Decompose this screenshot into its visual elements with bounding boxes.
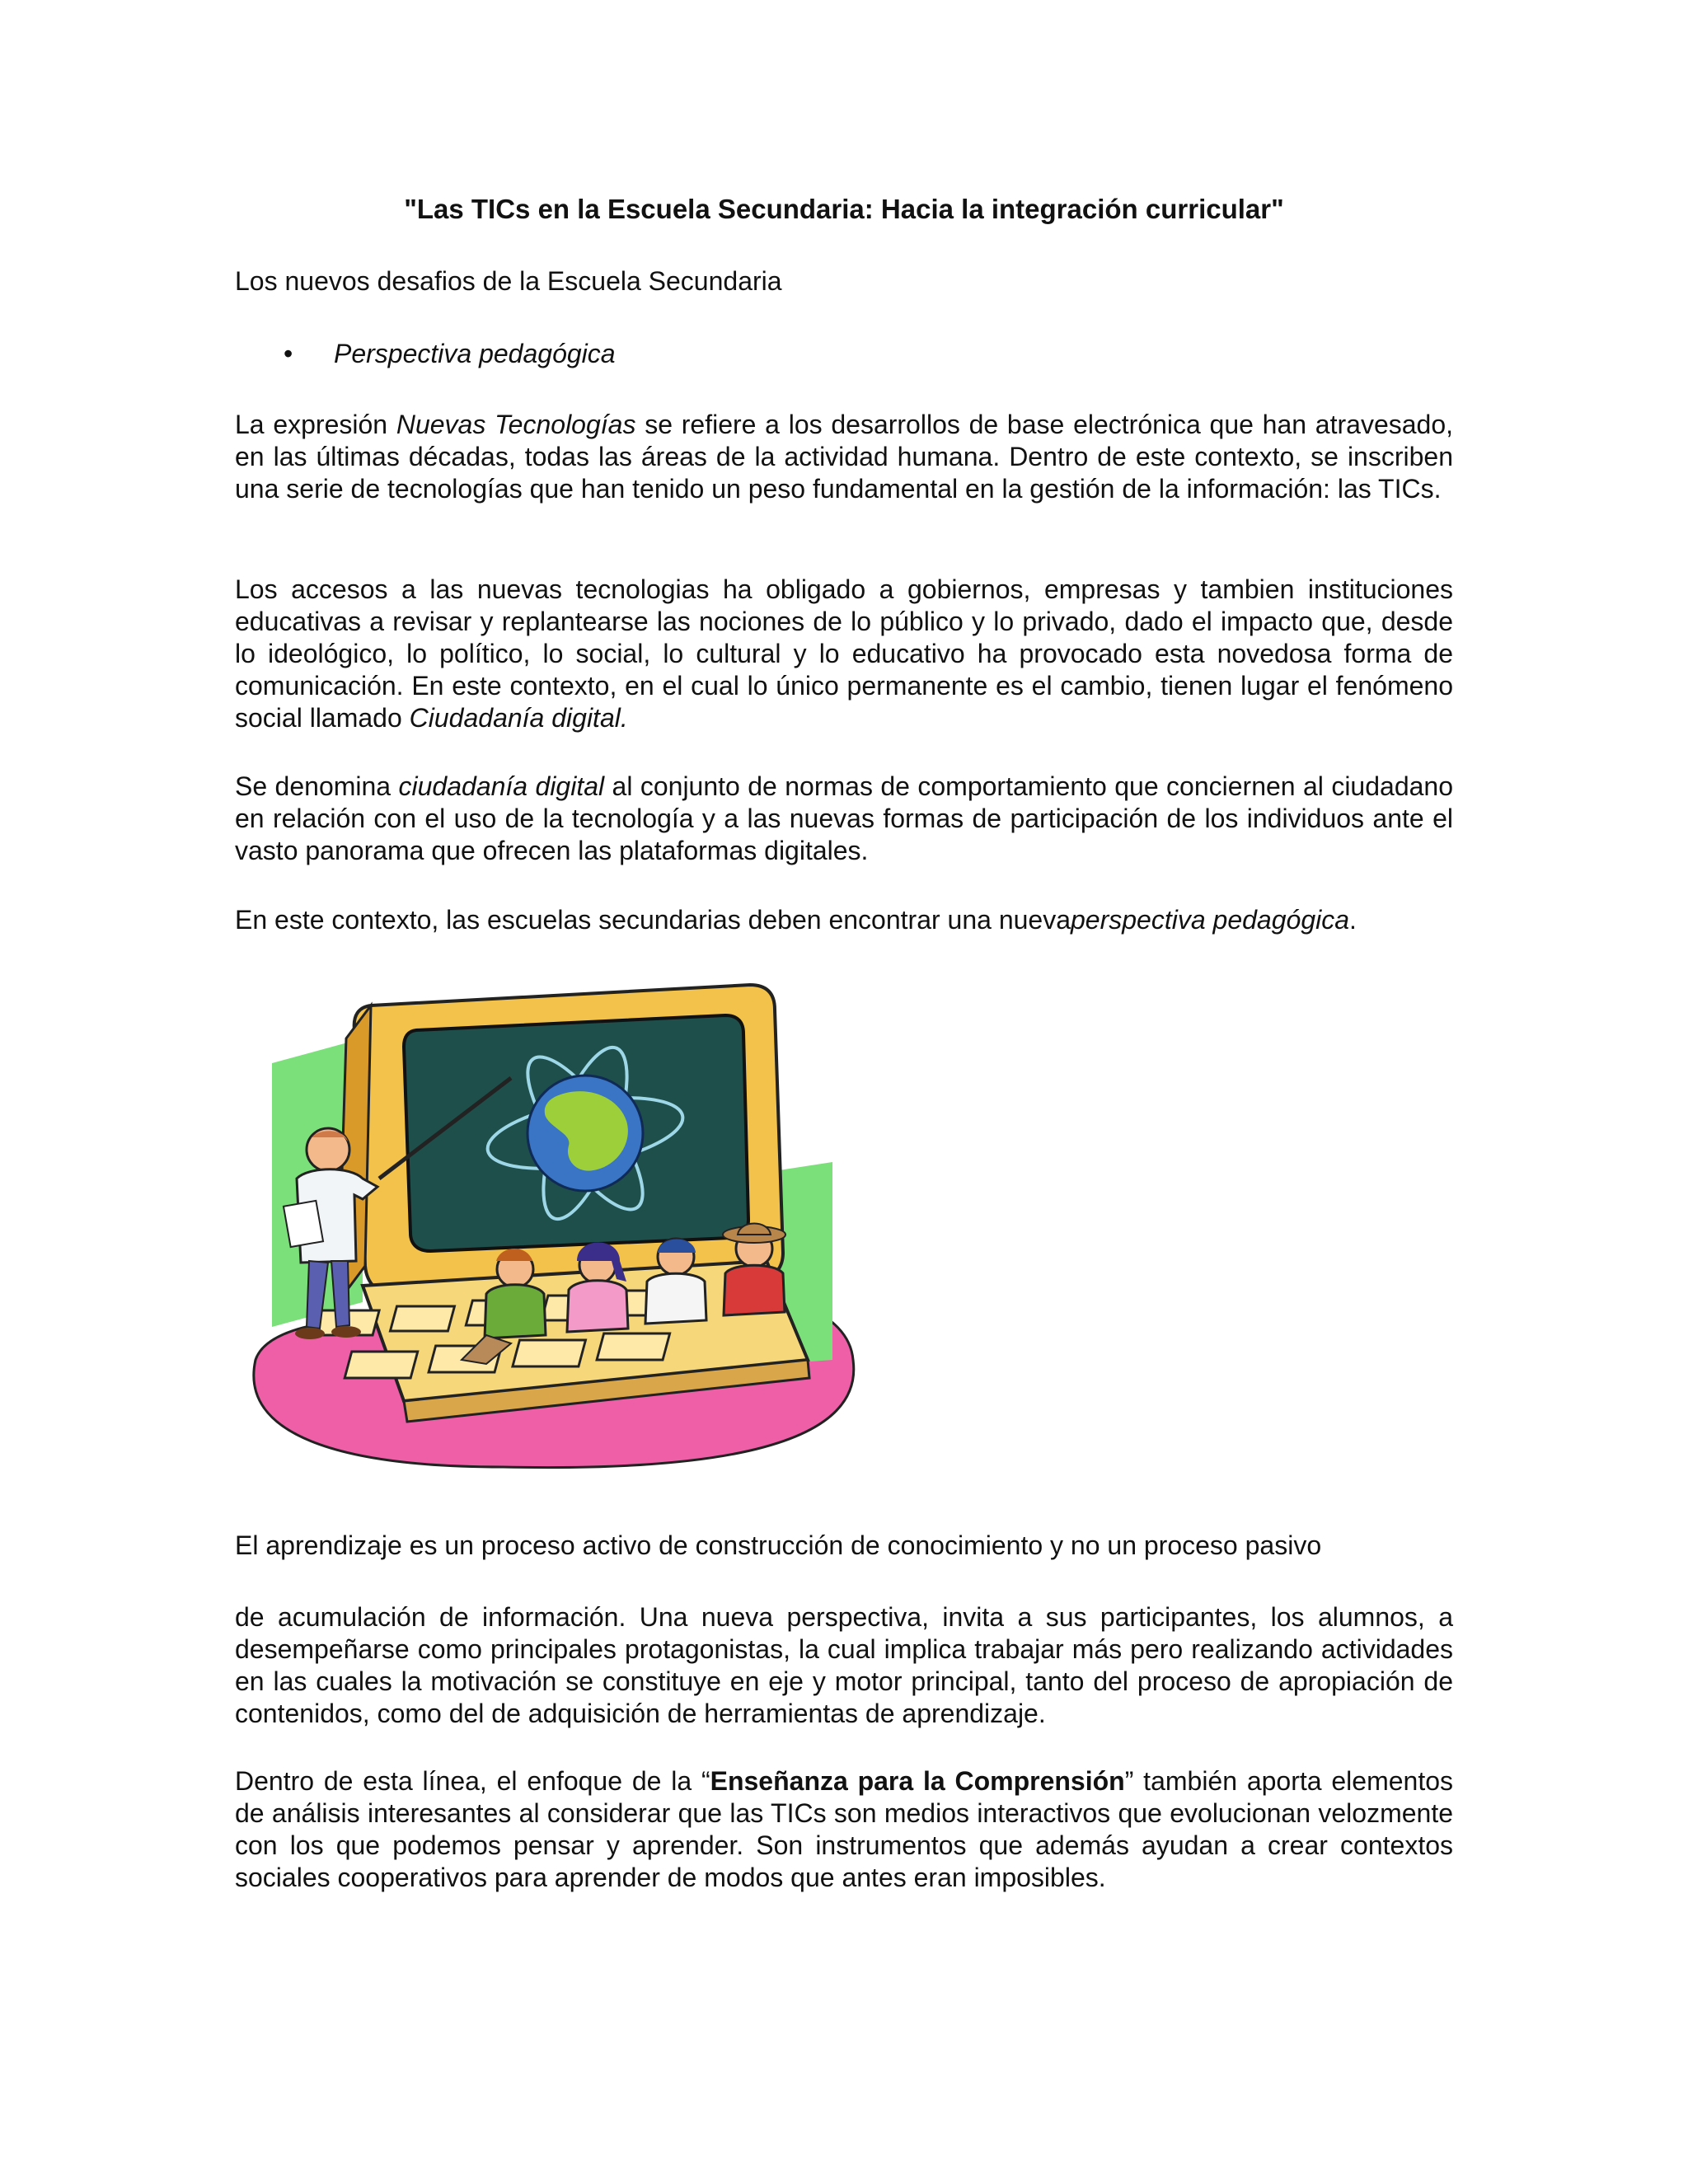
paragraph-text: se refiere a los desarrollos de base electrónica que han atravesado, en las últimas décadas, todas las áreas de la actividad humana. Dentro de este contexto, se inscriben una serie de tecnologías que han tenido un peso fundamental en la gestión de la información: las TICs.: [235, 410, 1454, 504]
emphasis-text: Ciudadanía digital.: [409, 703, 628, 733]
paragraph-ensenanza: [235, 1765, 1453, 1894]
section-heading: Los nuevos desafios de la Escuela Secundaria: [235, 266, 782, 296]
paragraph-text: La expresión: [235, 410, 396, 439]
paragraph-text: En este contexto, las escuelas secundarias deben encontrar una nueva: [235, 905, 1071, 935]
paragraph-text: .: [1349, 905, 1357, 935]
emphasis-text: ciudadanía digital: [398, 771, 605, 801]
paragraph-accesos: [235, 574, 1453, 734]
document-title: "Las TICs en la Escuela Secundaria: Hacia la integración curricular": [404, 194, 1284, 224]
teacher-computer-classroom-illustration: [239, 972, 878, 1475]
bullet-item-perspectiva: Perspectiva pedagógica: [334, 339, 616, 368]
emphasis-text: Nuevas Tecnologías: [396, 410, 636, 439]
paragraph-text: al conjunto de normas de comportamiento que conciernen al ciudadano en relación con el uso de la tecnología y a las nuevas formas de participación de los individuos ante el vasto panorama que ofrecen las plataformas digitales.: [235, 771, 1454, 865]
paragraph-escuelas: [235, 904, 1453, 936]
paragraph-aprendizaje: El aprendizaje es un proceso activo de construcción de conocimiento y no un proceso pasivo: [235, 1530, 1322, 1560]
paragraph-nuevas-tecnologias: [235, 409, 1453, 505]
paragraph-text: Los accesos a las nuevas tecnologias ha obligado a gobiernos, empresas y tambien instituciones educativas a revisar y replantearse las nociones de lo público y lo privado, dado el impacto que, desde lo ideológico, lo político, lo social, lo cultural y lo educativo ha provocado esta novedosa forma de comunicación. En este contexto, en el cual lo único permanente es el cambio, tienen lugar el fenómeno social llamado: [235, 574, 1453, 733]
paragraph-text: Se denomina: [235, 771, 399, 801]
bold-text: Enseñanza para la Comprensión: [710, 1766, 1125, 1796]
paragraph-text: Dentro de esta línea, el enfoque de la “: [235, 1766, 710, 1796]
student-4: [723, 1224, 785, 1316]
emphasis-text: perspectiva pedagógica: [1071, 905, 1350, 935]
paragraph-text: ” también aporta elementos de análisis interesantes al considerar que las TICs son medios interactivos que evolucionan velozmente con los que podemos pensar y aprender. Son instrumentos que además ayudan a crear contextos sociales cooperativos para aprender de modos que antes eran imposibles.: [235, 1766, 1454, 1892]
paragraph-acumulacion: de acumulación de información. Una nueva perspectiva, invita a sus participantes, los alumnos, a desempeñarse como principales protagonistas, la cual implica trabajar más pero realizando actividades en las cuales la motivación se constituye en eje y motor principal, tanto del proceso de apropiación de contenidos, como del de adquisición de herramientas de aprendizaje.: [235, 1602, 1453, 1728]
paragraph-ciudadania: [235, 771, 1453, 867]
bullet-icon: •: [284, 339, 293, 368]
